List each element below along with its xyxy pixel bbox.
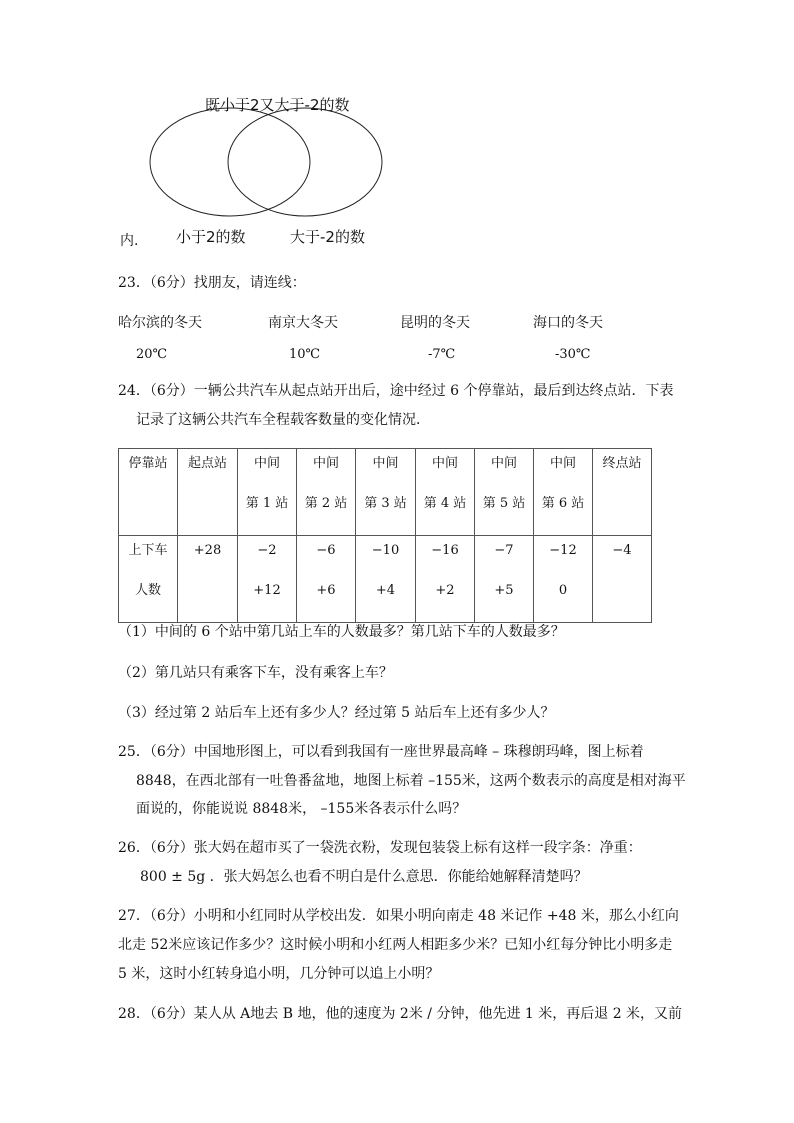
table-cell: −4 [593,536,652,623]
table-cell: −7 +5 [475,536,534,623]
q25-line-1: 25．（6分）中国地形图上，可以看到我国有一座世界最高峰 – 珠穆朗玛峰，图上标着 [118,744,644,760]
table-cell: −6 +6 [297,536,356,623]
q23-temp-1: 20℃ [136,347,168,362]
q26-line-2: 800 ± 5g ．张大妈怎么也看不明白是什么意思．你能给她解释清楚吗？ [140,869,588,885]
table-header-cell: 中间 第 4 站 [416,449,475,536]
venn-right-label: 大于-2的数 [290,228,365,246]
q24-line-2: 记录了这辆公共汽车全程载客数量的变化情况． [136,412,430,428]
q27-line-3: 5 米，这时小红转身追小明，几分钟可以追上小明？ [118,966,440,982]
table-row [119,536,652,623]
venn-left-ellipse [150,108,310,216]
venn-left-label: 小于2的数 [176,228,246,246]
table-cell: −2 +12 [238,536,297,623]
q23-temp-3: -7℃ [428,347,456,362]
table-cell: +28 [178,536,238,623]
table-header-cell: 终点站 [593,449,652,536]
bus-passenger-table [118,448,652,623]
q23-temp-2: 10℃ [289,347,321,362]
q27-line-1: 27．（6分）小明和小红同时从学校出发．如果小明向南走 48 米记作 +48 米，那么小红向 [118,908,679,924]
q28-line-1: 28．（6分）某人从 A地去 B 地，他的速度为 2米 / 分钟，他先进 1 米，再后退 2 米，又前 [118,1006,683,1022]
q23-city-1: 哈尔滨的冬天 [118,315,202,331]
q27-line-2: 北走 52米应该记作多少？这时候小明和小红两人相距多少米？已知小红每分钟比小明多走 [118,937,673,953]
q23-temp-4: -30℃ [555,347,591,362]
table-header-cell: 中间 第 3 站 [356,449,416,536]
table-cell: −10 +4 [356,536,416,623]
q24-sub-1: （1）中间的 6 个站中第几站上车的人数最多？第几站下车的人数最多？ [118,624,565,640]
q23-city-4: 海口的冬天 [533,315,603,331]
q23-title: 23．（6分）找朋友，请连线： [118,275,306,291]
q26-line-1: 26．（6分）张大妈在超市买了一袋洗衣粉，发现包装袋上标有这样一段字条：净重： [118,840,642,856]
table-cell: 上下车 人数 [119,536,178,623]
q23-city-2: 南京大冬天 [268,315,338,331]
q23-city-3: 昆明的冬天 [400,315,470,331]
q25-line-3: 面说的，你能说说 8848米， –155米各表示什么吗？ [136,801,467,817]
table-header-cell: 中间 第 1 站 [238,449,297,536]
q24-sub-3: （3）经过第 2 站后车上还有多少人？经过第 5 站后车上还有多少人？ [118,705,555,721]
venn-prefix: 内. [120,233,139,249]
table-header-cell: 停靠站 [119,449,178,536]
q24-line-1: 24．（6分）一辆公共汽车从起点站开出后，途中经过 6 个停靠站，最后到达终点站．下表 [118,383,674,399]
table-header-cell: 中间 第 6 站 [534,449,593,536]
table-header-cell: 起点站 [178,449,238,536]
table-header-row [119,449,652,536]
table-header-cell: 中间 第 5 站 [475,449,534,536]
table-cell: −16 +2 [416,536,475,623]
q25-line-2: 8848，在西北部有一吐鲁番盆地，地图上标着 –155米，这两个数表示的高度是相对海平 [136,773,686,789]
q24-sub-2: （2）第几站只有乘客下车，没有乘客上车？ [118,665,393,681]
venn-right-ellipse [228,108,382,216]
table-cell: −12 0 [534,536,593,623]
table-header-cell: 中间 第 2 站 [297,449,356,536]
venn-top-label: 既小于2又大于-2的数 [205,96,350,114]
